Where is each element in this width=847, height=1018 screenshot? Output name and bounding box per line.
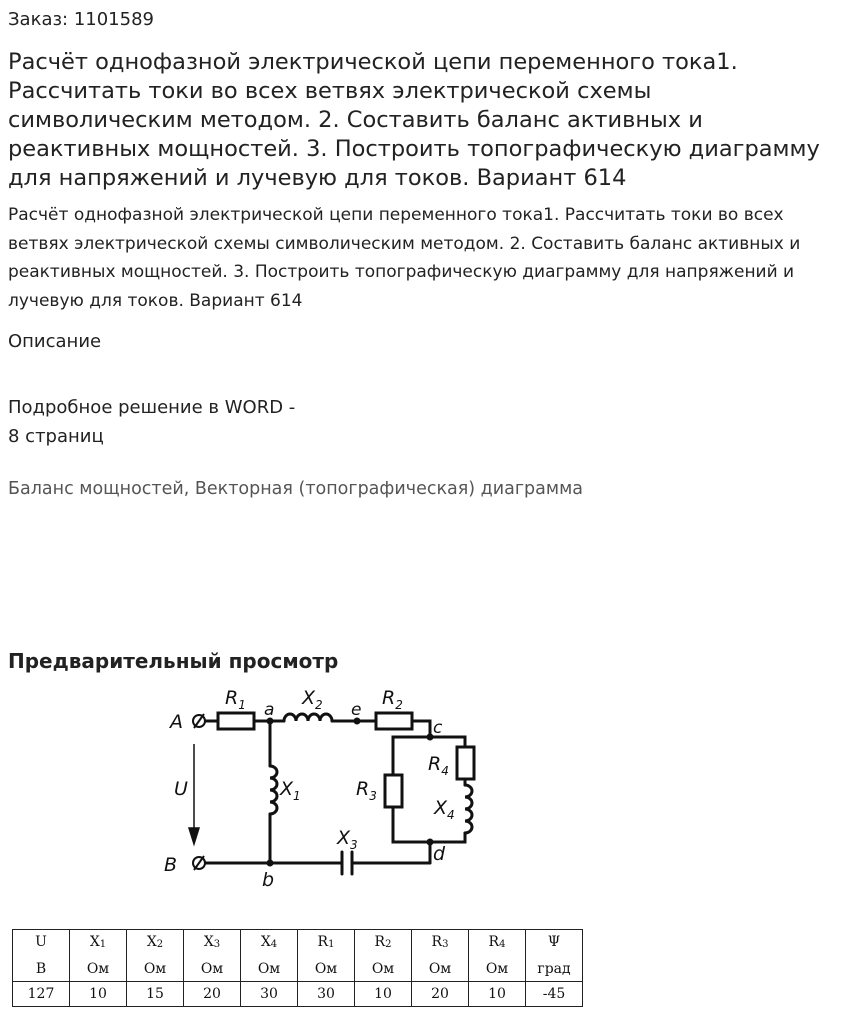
node-b-dot: [267, 860, 274, 867]
table-cell: Ом: [241, 957, 298, 982]
description-text: Расчёт однофазной электрической цепи переменного тока1. Рассчитать токи во всех ветвях электрической схемы символическим методом. 2. Составить баланс активных и реактивных мощностей. 3. Построить топографическую диаграмму для напряжений и лучевую для токов. Вариант 614: [8, 205, 801, 311]
label-x1: $X_1$: [280, 778, 301, 803]
table-cell: $R_3$: [412, 930, 469, 958]
table-cell: $X_3$: [184, 930, 241, 958]
label-terminal-a: A: [170, 711, 183, 733]
table-cell: -45: [526, 982, 583, 1007]
label-r3: $R_3$: [356, 778, 377, 803]
label-node-e: e: [351, 700, 362, 720]
label-x2: $X_2$: [302, 687, 323, 712]
inductor-x2: [284, 714, 332, 721]
table-row-units: [13, 957, 583, 982]
circuit-diagram: [160, 680, 490, 895]
resistor-r2: [376, 713, 412, 729]
table-cell: 127: [13, 982, 70, 1007]
page-title: Расчёт однофазной электрической цепи переменного тока1. Рассчитать токи во всех ветвях электрической схемы символическим методом. 2. Составить баланс активных и реактивных мощностей. 3. Построить топографическую диаграмму для напряжений и лучевую для токов. Вариант 614: [8, 49, 820, 191]
table-cell: Ом: [355, 957, 412, 982]
table-cell: $X_4$: [241, 930, 298, 958]
label-node-a: a: [264, 700, 275, 720]
table-cell: 15: [127, 982, 184, 1007]
inductor-x4: [465, 785, 472, 833]
label-r1: $R_1$: [225, 687, 246, 712]
label-node-d: d: [433, 843, 446, 865]
table-row-names: [13, 930, 583, 958]
table-cell: Ом: [298, 957, 355, 982]
description-heading: Описание: [8, 331, 102, 352]
label-r2: $R_2$: [382, 687, 403, 712]
label-terminal-b: B: [164, 854, 178, 876]
order-number: Заказ: 1101589: [8, 9, 154, 30]
solution-format: Подробное решение в WORD -: [8, 397, 296, 418]
table-cell: $R_2$: [355, 930, 412, 958]
table-cell: U: [13, 930, 70, 958]
label-node-c: c: [433, 718, 443, 738]
label-x4: $X_4$: [434, 797, 455, 822]
solution-details: [8, 393, 295, 451]
table-cell: $X_1$: [70, 930, 127, 958]
table-cell: $X_2$: [127, 930, 184, 958]
resistor-r1: [218, 713, 254, 729]
table-cell: 10: [355, 982, 412, 1007]
table-cell: 30: [298, 982, 355, 1007]
inductor-x1: [270, 766, 277, 814]
label-x3: $X_3$: [337, 827, 358, 852]
table-cell: В: [13, 957, 70, 982]
table-cell: Ψ: [526, 930, 583, 958]
table-cell: $R_1$: [298, 930, 355, 958]
table-cell: Ом: [412, 957, 469, 982]
table-cell: $R_4$: [469, 930, 526, 958]
preview-heading: Предварительный просмотр: [8, 649, 339, 673]
table-cell: 10: [469, 982, 526, 1007]
label-r4: $R_4$: [428, 753, 449, 778]
resistor-r4: [457, 747, 474, 779]
table-cell: Ом: [469, 957, 526, 982]
table-cell: Ом: [184, 957, 241, 982]
label-voltage-u: U: [174, 778, 188, 800]
label-node-b: b: [262, 869, 275, 891]
table-cell: Ом: [127, 957, 184, 982]
table-cell: 10: [70, 982, 127, 1007]
parameters-table: [12, 929, 583, 1007]
table-cell: 20: [412, 982, 469, 1007]
topic-tags: Баланс мощностей, Векторная (топографическая) диаграмма: [8, 479, 584, 499]
table-cell: Ом: [70, 957, 127, 982]
table-cell: 20: [184, 982, 241, 1007]
solution-pages: 8 страниц: [8, 426, 104, 447]
table-cell: 30: [241, 982, 298, 1007]
resistor-r3: [385, 775, 402, 807]
table-row-values: [13, 982, 583, 1007]
table-cell: град: [526, 957, 583, 982]
